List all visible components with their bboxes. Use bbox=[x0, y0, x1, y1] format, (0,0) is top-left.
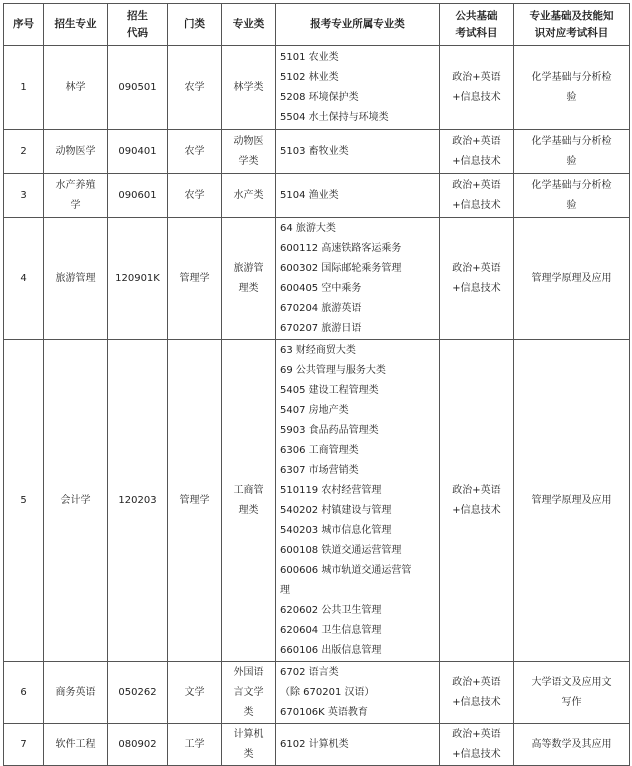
cell-major: 商务英语 bbox=[44, 662, 108, 724]
cell-class: 计算机 类 bbox=[222, 724, 276, 766]
cell-professional: 管理学原理及应用 bbox=[514, 218, 630, 340]
cell-professional: 化学基础与分析检 验 bbox=[514, 174, 630, 218]
cell-seq: 4 bbox=[4, 218, 44, 340]
cell-category: 农学 bbox=[168, 130, 222, 174]
header-class: 专业类 bbox=[222, 4, 276, 46]
cell-professional: 大学语文及应用文 写作 bbox=[514, 662, 630, 724]
cell-public: 政治+英语 +信息技术 bbox=[440, 340, 514, 662]
header-source: 报考专业所属专业类 bbox=[276, 4, 440, 46]
cell-seq: 3 bbox=[4, 174, 44, 218]
table-row bbox=[4, 724, 630, 766]
cell-class: 林学类 bbox=[222, 46, 276, 130]
cell-source: 64 旅游大类 600112 高速铁路客运乘务 600302 国际邮轮乘务管理 600405 空中乘务 670204 旅游英语 670207 旅游日语 bbox=[276, 218, 440, 340]
table-row bbox=[4, 46, 630, 130]
table-row bbox=[4, 218, 630, 340]
cell-category: 管理学 bbox=[168, 340, 222, 662]
cell-class: 动物医 学类 bbox=[222, 130, 276, 174]
cell-code: 090601 bbox=[108, 174, 168, 218]
cell-source: 6102 计算机类 bbox=[276, 724, 440, 766]
cell-seq: 7 bbox=[4, 724, 44, 766]
cell-major: 旅游管理 bbox=[44, 218, 108, 340]
cell-professional: 化学基础与分析检 验 bbox=[514, 46, 630, 130]
cell-public: 政治+英语 +信息技术 bbox=[440, 218, 514, 340]
cell-class: 工商管 理类 bbox=[222, 340, 276, 662]
cell-major: 动物医学 bbox=[44, 130, 108, 174]
cell-professional: 化学基础与分析检 验 bbox=[514, 130, 630, 174]
header-professional: 专业基础及技能知 识对应考试科目 bbox=[514, 4, 630, 46]
header-major: 招生专业 bbox=[44, 4, 108, 46]
cell-category: 文学 bbox=[168, 662, 222, 724]
cell-professional: 管理学原理及应用 bbox=[514, 340, 630, 662]
table-row bbox=[4, 340, 630, 662]
cell-public: 政治+英语 +信息技术 bbox=[440, 46, 514, 130]
header-category: 门类 bbox=[168, 4, 222, 46]
cell-class: 旅游管 理类 bbox=[222, 218, 276, 340]
header-code: 招生 代码 bbox=[108, 4, 168, 46]
header-seq: 序号 bbox=[4, 4, 44, 46]
cell-public: 政治+英语 +信息技术 bbox=[440, 130, 514, 174]
cell-code: 090401 bbox=[108, 130, 168, 174]
cell-public: 政治+英语 +信息技术 bbox=[440, 662, 514, 724]
cell-code: 050262 bbox=[108, 662, 168, 724]
header-public: 公共基础 考试科目 bbox=[440, 4, 514, 46]
cell-code: 090501 bbox=[108, 46, 168, 130]
cell-public: 政治+英语 +信息技术 bbox=[440, 724, 514, 766]
cell-code: 120901K bbox=[108, 218, 168, 340]
cell-class: 水产类 bbox=[222, 174, 276, 218]
cell-source: 6702 语言类 （除 670201 汉语） 670106K 英语教育 bbox=[276, 662, 440, 724]
cell-major: 林学 bbox=[44, 46, 108, 130]
table-row bbox=[4, 662, 630, 724]
cell-code: 120203 bbox=[108, 340, 168, 662]
cell-major: 会计学 bbox=[44, 340, 108, 662]
cell-category: 管理学 bbox=[168, 218, 222, 340]
cell-seq: 6 bbox=[4, 662, 44, 724]
cell-code: 080902 bbox=[108, 724, 168, 766]
cell-source: 63 财经商贸大类 69 公共管理与服务大类 5405 建设工程管理类 5407 房地产类 5903 食品药品管理类 6306 工商管理类 6307 市场营销类 510119 农村经营管理 540202 村镇建设与管理 540203 城市信息化管理 600108 铁道交通运营管理 600606 城市轨道交通运营管 理 620602 公共卫生管理 620604 卫生信息管理 660106 出版信息管理 bbox=[276, 340, 440, 662]
cell-source: 5101 农业类 5102 林业类 5208 环境保护类 5504 水土保持与环境类 bbox=[276, 46, 440, 130]
majors-table bbox=[3, 3, 630, 766]
cell-class: 外国语 言文学 类 bbox=[222, 662, 276, 724]
cell-public: 政治+英语 +信息技术 bbox=[440, 174, 514, 218]
cell-seq: 5 bbox=[4, 340, 44, 662]
cell-major: 水产养殖 学 bbox=[44, 174, 108, 218]
header-row bbox=[4, 4, 630, 46]
cell-professional: 高等数学及其应用 bbox=[514, 724, 630, 766]
cell-seq: 1 bbox=[4, 46, 44, 130]
table-row bbox=[4, 130, 630, 174]
cell-major: 软件工程 bbox=[44, 724, 108, 766]
cell-category: 农学 bbox=[168, 46, 222, 130]
cell-seq: 2 bbox=[4, 130, 44, 174]
table-row bbox=[4, 174, 630, 218]
cell-category: 农学 bbox=[168, 174, 222, 218]
cell-category: 工学 bbox=[168, 724, 222, 766]
cell-source: 5103 畜牧业类 bbox=[276, 130, 440, 174]
cell-source: 5104 渔业类 bbox=[276, 174, 440, 218]
